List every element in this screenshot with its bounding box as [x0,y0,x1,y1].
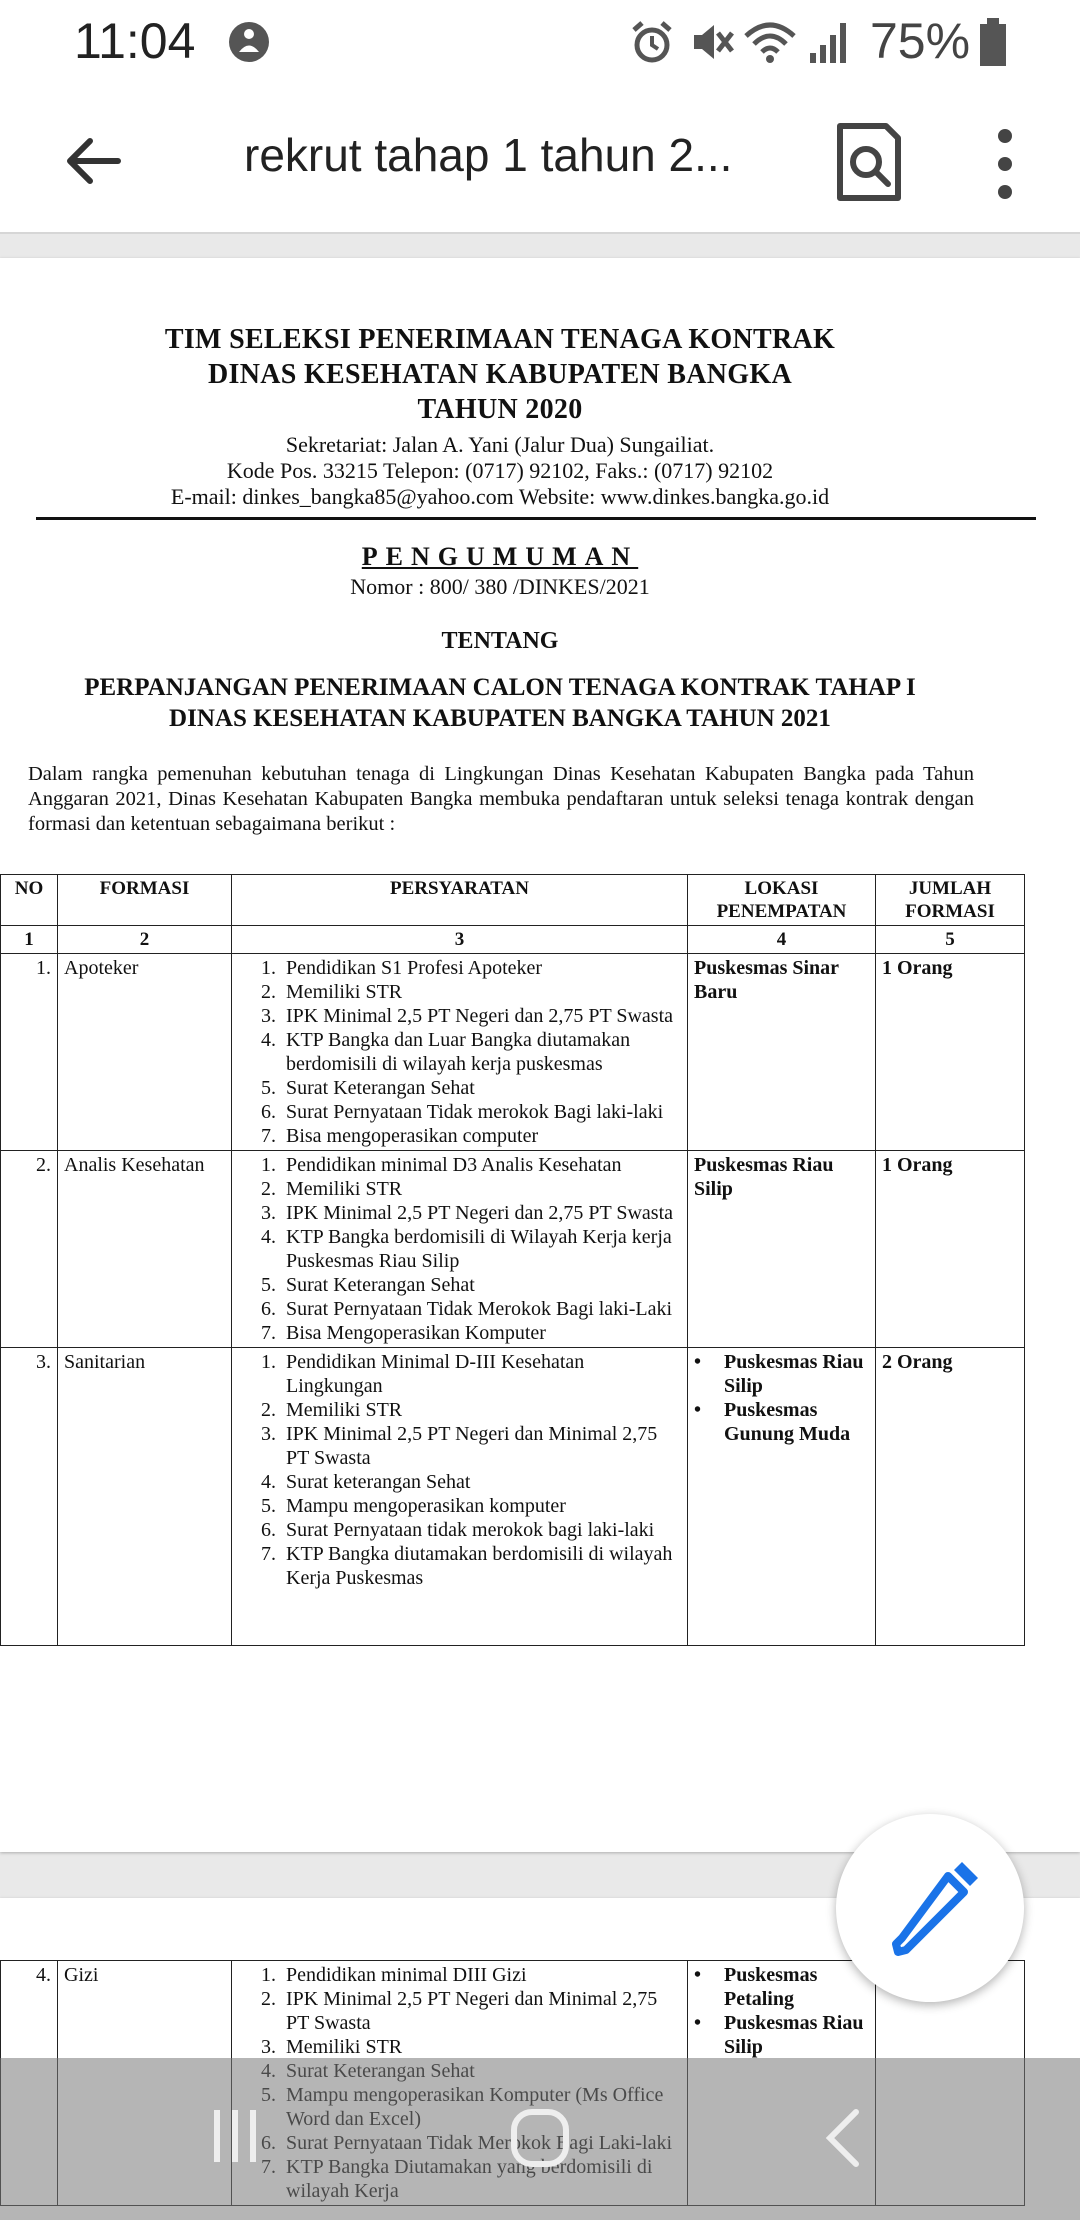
header-jumlah: JUMLAH FORMASI [876,875,1025,926]
cell-persyaratan [232,1151,688,1348]
more-vert-icon[interactable] [990,124,1020,204]
cell-formasi: Apoteker [58,954,232,1151]
app-bar [0,84,1080,234]
requirement-item: 4. KTP Bangka dan Luar Bangka diutamakan berdomisili di wilayah kerja puskesmas [261,1029,631,1075]
requirement-item: 2. Memiliki STR [261,1399,403,1421]
lokasi-item: • Puskesmas Petaling [694,1964,818,2010]
index-2: 2 [58,926,232,954]
requirement-item: 1. Pendidikan minimal DIII Gizi [261,1964,527,1986]
requirement-item: 7. KTP Bangka diutamakan berdomisili di wilayah Kerja Puskesmas [261,1543,673,1589]
requirement-item: 1. Pendidikan Minimal D-III Kesehatan Lingkungan [261,1351,585,1397]
header-lokasi: LOKASI PENEMPATAN [688,875,876,926]
cell-no: 2. [1,1151,58,1348]
system-nav-bar [0,2058,1080,2220]
requirement-item: 6. Surat Pernyataan Tidak Merokok Bagi laki-Laki [261,1298,673,1320]
requirement-item: 5. Surat Keterangan Sehat [261,1274,475,1296]
judul-line-2: DINAS KESEHATAN KABUPATEN BANGKA TAHUN 2021 [169,705,831,732]
battery-percent: 75% [870,13,971,69]
cell-formasi: Sanitarian [58,1348,232,1646]
status-bar [0,0,1080,84]
cell-no: 4. [1,1961,58,2206]
requirement-item: 5. Surat Keterangan Sehat [261,1077,475,1099]
requirement-item: 7. Bisa Mengoperasikan Komputer [261,1322,546,1344]
index-5: 5 [876,926,1025,954]
cell-jumlah: 1 Orang [876,1151,1025,1348]
lokasi-item: • Puskesmas Riau Silip [694,1351,864,1397]
info-icon [226,16,272,68]
cell-jumlah: 2 Orang [876,1348,1025,1646]
back-nav-icon[interactable] [818,2106,868,2170]
battery-icon [978,16,1008,68]
header-line-1: TIM SELEKSI PENERIMAAN TENAGA KONTRAK [164,324,836,355]
requirement-item: 6. Surat Pernyataan tidak merokok bagi laki-laki [261,1519,655,1541]
cell-lokasi [688,1348,876,1646]
edit-pencil-icon [836,1814,1024,2002]
cell-persyaratan [232,1348,688,1646]
address-line-1: Sekretariat: Jalan A. Yani (Jalur Dua) Sungailiat. [285,432,715,457]
table-row [1,1348,1025,1646]
requirement-item: 1. Pendidikan S1 Profesi Apoteker [261,957,543,979]
pengumuman-heading: PENGUMUMAN [361,542,639,571]
cell-lokasi: Puskesmas Sinar Baru [688,954,876,1151]
requirement-item: 2. Memiliki STR [261,981,403,1003]
requirement-item: 4. KTP Bangka berdomisili di Wilayah Kerja kerja Puskesmas Riau Silip [261,1226,672,1272]
cell-no: 1. [1,954,58,1151]
tentang-heading: TENTANG [441,628,559,654]
judul-line-1: PERPANJANGAN PENERIMAAN CALON TENAGA KONTRAK TAHAP I [84,674,916,701]
header-line-2: DINAS KESEHATAN KABUPATEN BANGKA [208,359,792,390]
cell-no: 3. [1,1348,58,1646]
header-rule [36,517,1036,520]
cell-formasi: Analis Kesehatan [58,1151,232,1348]
index-3: 3 [232,926,688,954]
header-persyaratan: PERSYARATAN [232,875,688,926]
header-no: NO [1,875,58,926]
back-arrow-icon[interactable] [58,126,128,196]
table-row [1,1151,1025,1348]
formasi-table [0,874,1025,1646]
requirement-item: 1. Pendidikan minimal D3 Analis Kesehatan [261,1154,622,1176]
nomor-line: Nomor : 800/ 380 /DINKES/2021 [350,574,650,599]
requirement-item: 2. IPK Minimal 2,5 PT Negeri dan Minimal 2,75 PT Swasta [261,1988,658,2034]
requirement-item: 6. Surat Pernyataan Tidak merokok Bagi laki-laki [261,1101,664,1123]
status-time: 11:04 [74,13,196,69]
address-line-2: Kode Pos. 33215 Telepon: (0717) 92102, Faks.: (0717) 92102 [226,458,774,483]
index-1: 1 [1,926,58,954]
home-icon[interactable] [508,2106,572,2170]
signal-icon [806,16,852,68]
requirement-item: 2. Memiliki STR [261,1178,403,1200]
requirement-item: 3. Memiliki STR [261,2036,403,2058]
table-index-row [1,926,1025,954]
document-title: rekrut tahap 1 tahun 2... [244,129,733,181]
edit-fab-button[interactable] [836,1814,1024,2002]
requirement-item: 7. Bisa mengoperasikan computer [261,1125,539,1147]
table-header-row [1,875,1025,926]
alarm-icon [628,16,676,68]
requirement-item: 3. IPK Minimal 2,5 PT Negeri dan 2,75 PT Swasta [261,1202,674,1224]
requirement-item: 3. IPK Minimal 2,5 PT Negeri dan Minimal 2,75 PT Swasta [261,1423,658,1469]
table-row [1,954,1025,1151]
cell-lokasi: Puskesmas Riau Silip [688,1151,876,1348]
cell-formasi: Gizi [58,1961,232,2206]
requirement-item: 4. Surat keterangan Sehat [261,1471,471,1493]
mute-icon [688,16,734,68]
cell-jumlah: 1 Orang [876,954,1025,1151]
header-formasi: FORMASI [58,875,232,926]
index-4: 4 [688,926,876,954]
lokasi-item: • Puskesmas Riau Silip [694,2012,864,2058]
recent-apps-icon[interactable] [206,2106,266,2166]
requirement-item: 5. Mampu mengoperasikan komputer [261,1495,566,1517]
document-page-1[interactable] [0,258,1080,1852]
requirement-item: 3. IPK Minimal 2,5 PT Negeri dan 2,75 PT Swasta [261,1005,674,1027]
lens-search-icon[interactable] [826,120,910,204]
header-line-3: TAHUN 2020 [417,394,583,425]
address-line-3: E-mail: dinkes_bangka85@yahoo.com Website: www.dinkes.bangka.go.id [170,484,830,509]
intro-paragraph: Dalam rangka pemenuhan kebutuhan tenaga di Lingkungan Dinas Kesehatan Kabupaten Bangka pada Tahun Anggaran 2021, Dinas Kesehatan Kabupaten Bangka membuka pendaftaran untuk seleksi tenaga kontrak dengan formasi dan ketentuan sebagaimana berikut : [28,763,974,835]
wifi-icon [742,16,798,68]
cell-persyaratan [232,954,688,1151]
lokasi-item: • Puskesmas Gunung Muda [694,1399,851,1445]
